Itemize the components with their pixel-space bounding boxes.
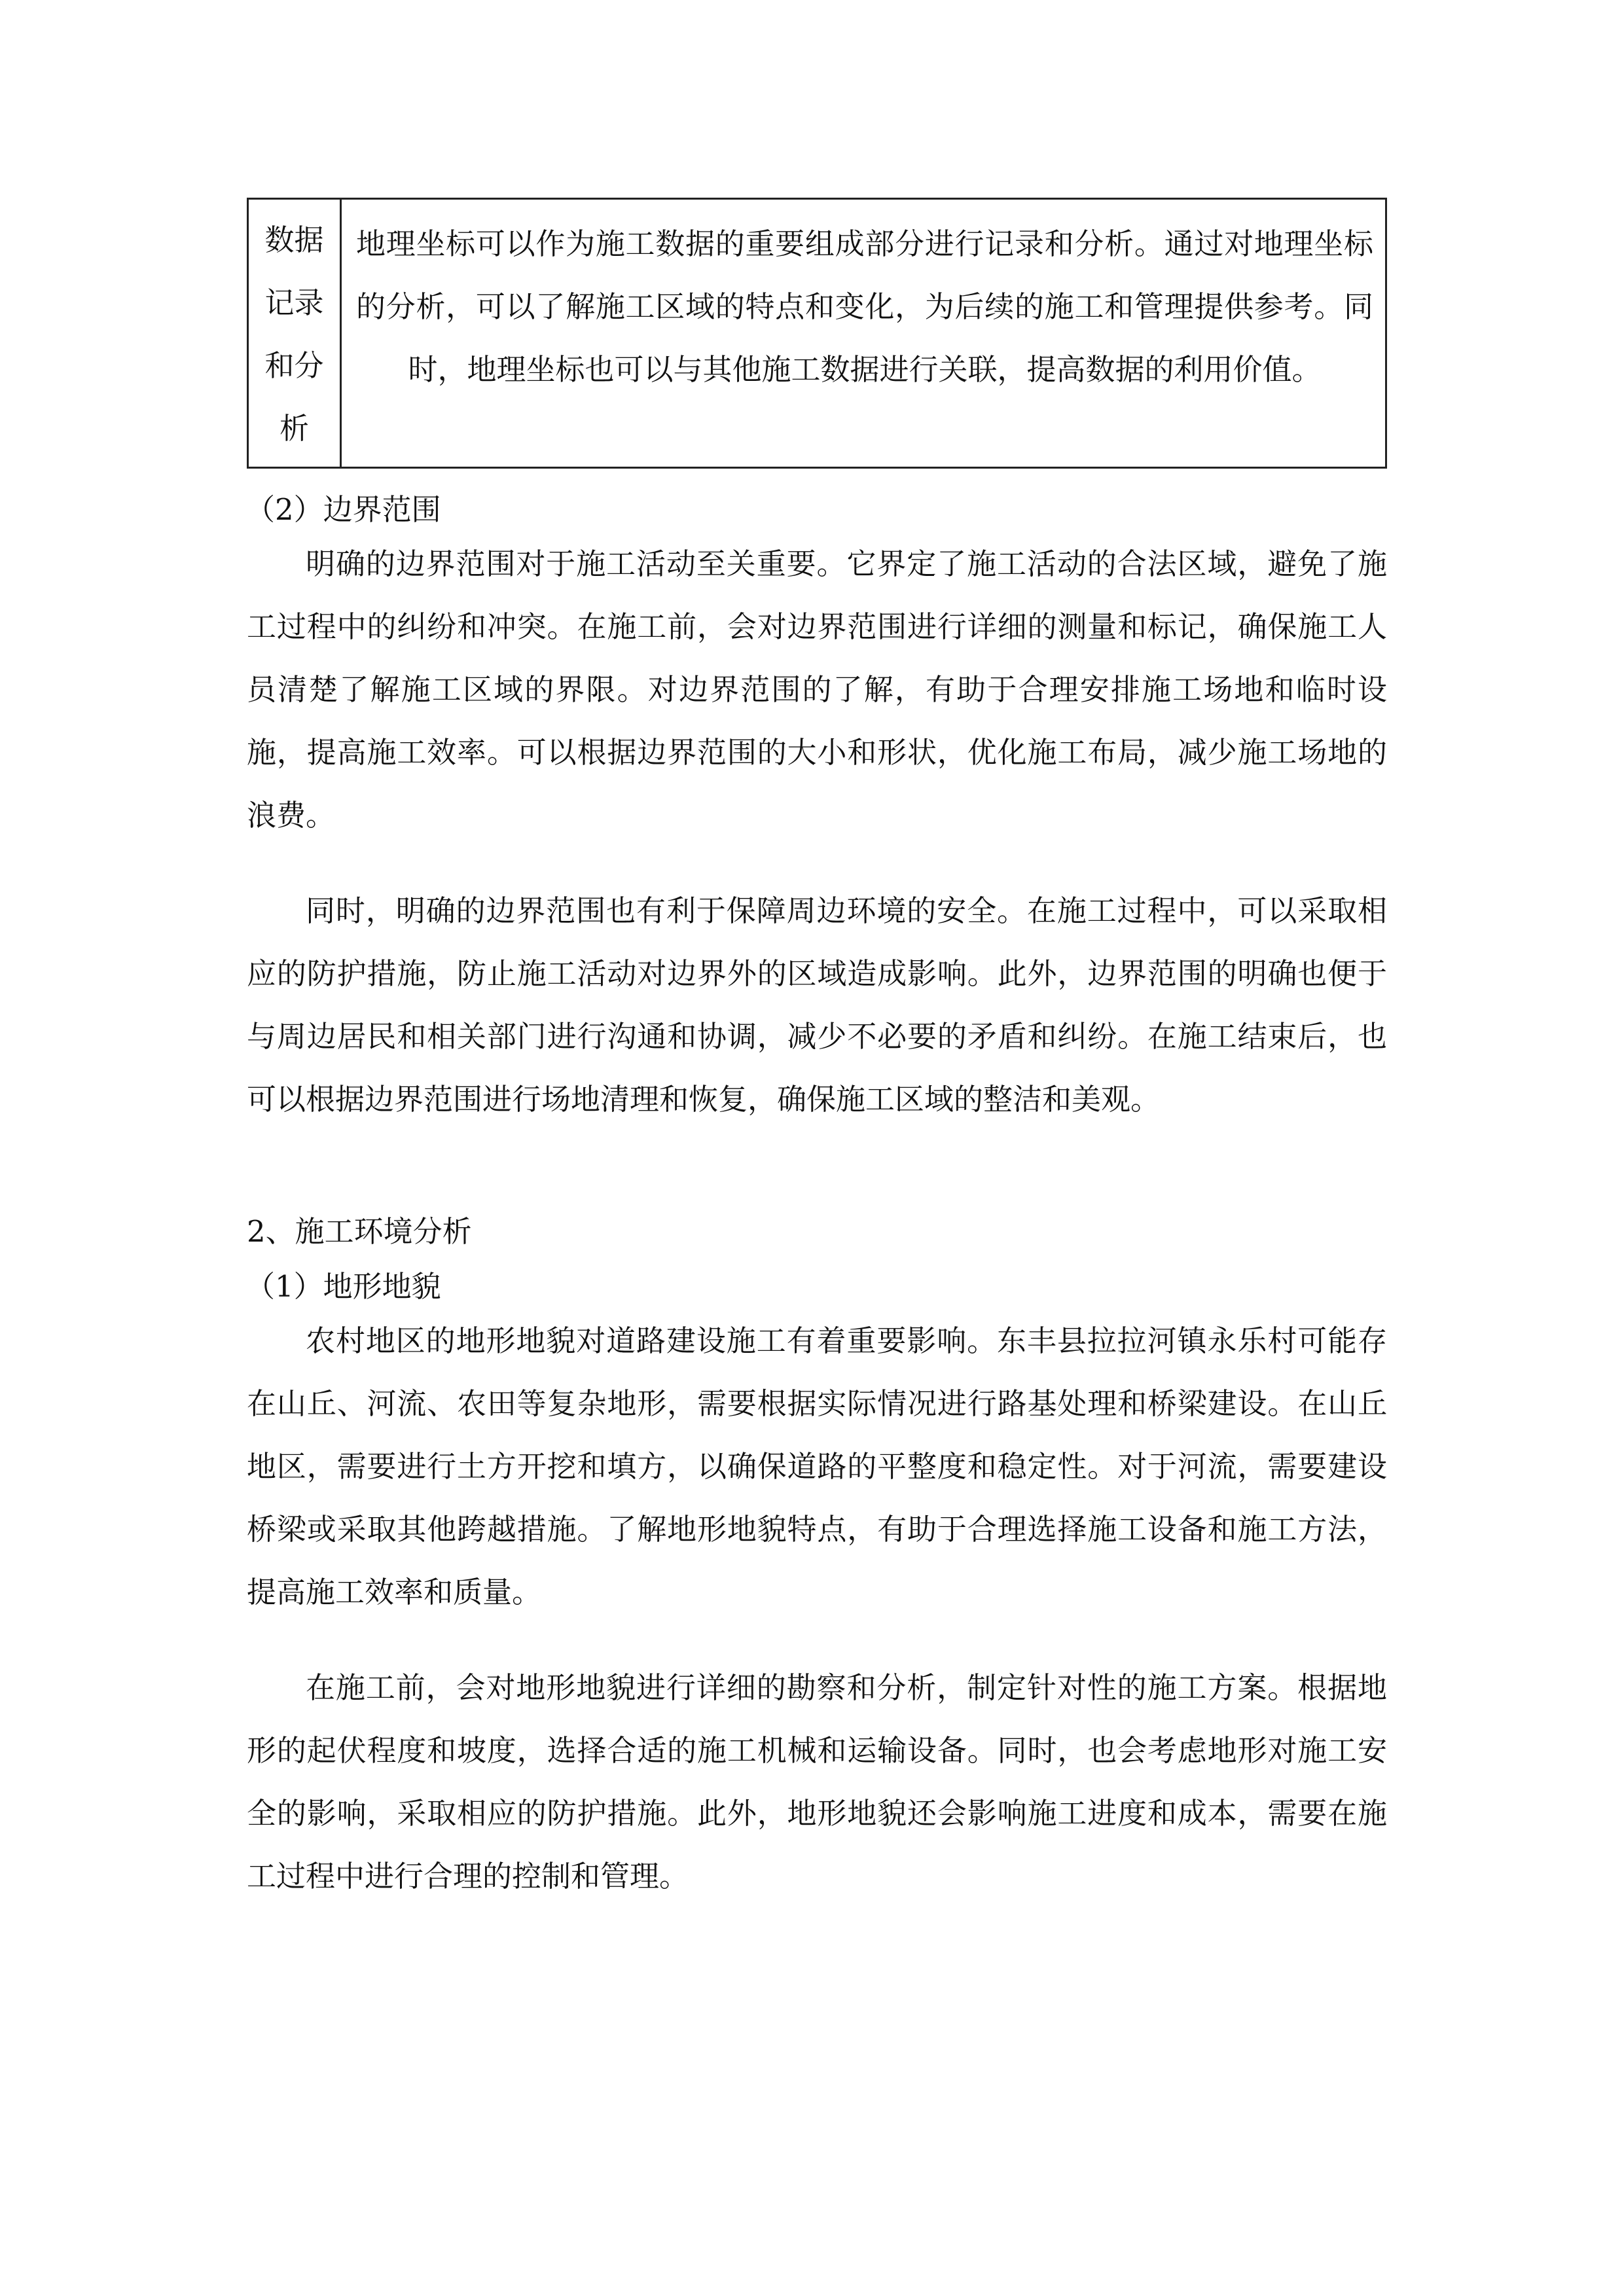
table-label-line: 和分 (264, 348, 324, 383)
table-label-line: 数据 (264, 223, 324, 257)
environment-heading: 2、施工环境分析 (247, 1214, 472, 1249)
table-label-line: 析 (279, 411, 309, 446)
terrain-paragraph-2: 在施工前，会对地形地貌进行详细的勘察和分析，制定针对性的施工方案。根据地形的起伏程度和坡度，选择合适的施工机械和运输设备。同时，也会考虑地形对施工安全的影响，采取相应的防护措施。此外，地形地貌还会影响施工进度和成本，需要在施工过程中进行合理的控制和管理。 (247, 1670, 1387, 1893)
table-label-cell (249, 200, 342, 467)
table-content-cell: 地理坐标可以作为施工数据的重要组成部分进行记录和分析。通过对地理坐标的分析，可以了解施工区域的特点和变化，为后续的施工和管理提供参考。同时，地理坐标也可以与其他施工数据进行关联，提高数据的利用价值。 (356, 226, 1373, 387)
terrain-paragraph-1: 农村地区的地形地貌对道路建设施工有着重要影响。东丰县拉拉河镇永乐村可能存在山丘、河流、农田等复杂地形，需要根据实际情况进行路基处理和桥梁建设。在山丘地区，需要进行土方开挖和填方，以确保道路的平整度和稳定性。对于河流，需要建设桥梁或采取其他跨越措施。了解地形地貌特点，有助于合理选择施工设备和施工方法，提高施工效率和质量。 (247, 1323, 1387, 1609)
boundary-heading: （2）边界范围 (245, 492, 441, 527)
table-label-line: 记录 (264, 285, 324, 320)
boundary-paragraph-1: 明确的边界范围对于施工活动至关重要。它界定了施工活动的合法区域，避免了施工过程中的纠纷和冲突。在施工前，会对边界范围进行详细的测量和标记，确保施工人员清楚了解施工区域的界限。对边界范围的了解，有助于合理安排施工场地和临时设施，提高施工效率。可以根据边界范围的大小和形状，优化施工布局，减少施工场地的浪费。 (247, 547, 1387, 833)
data-table (247, 198, 1387, 469)
terrain-subheading: （1）地形地貌 (245, 1269, 441, 1304)
boundary-paragraph-2: 同时，明确的边界范围也有利于保障周边环境的安全。在施工过程中，可以采取相应的防护措施，防止施工活动对边界外的区域造成影响。此外，边界范围的明确也便于与周边居民和相关部门进行沟通和协调，减少不必要的矛盾和纠纷。在施工结束后，也可以根据边界范围进行场地清理和恢复，确保施工区域的整洁和美观。 (247, 893, 1387, 1117)
